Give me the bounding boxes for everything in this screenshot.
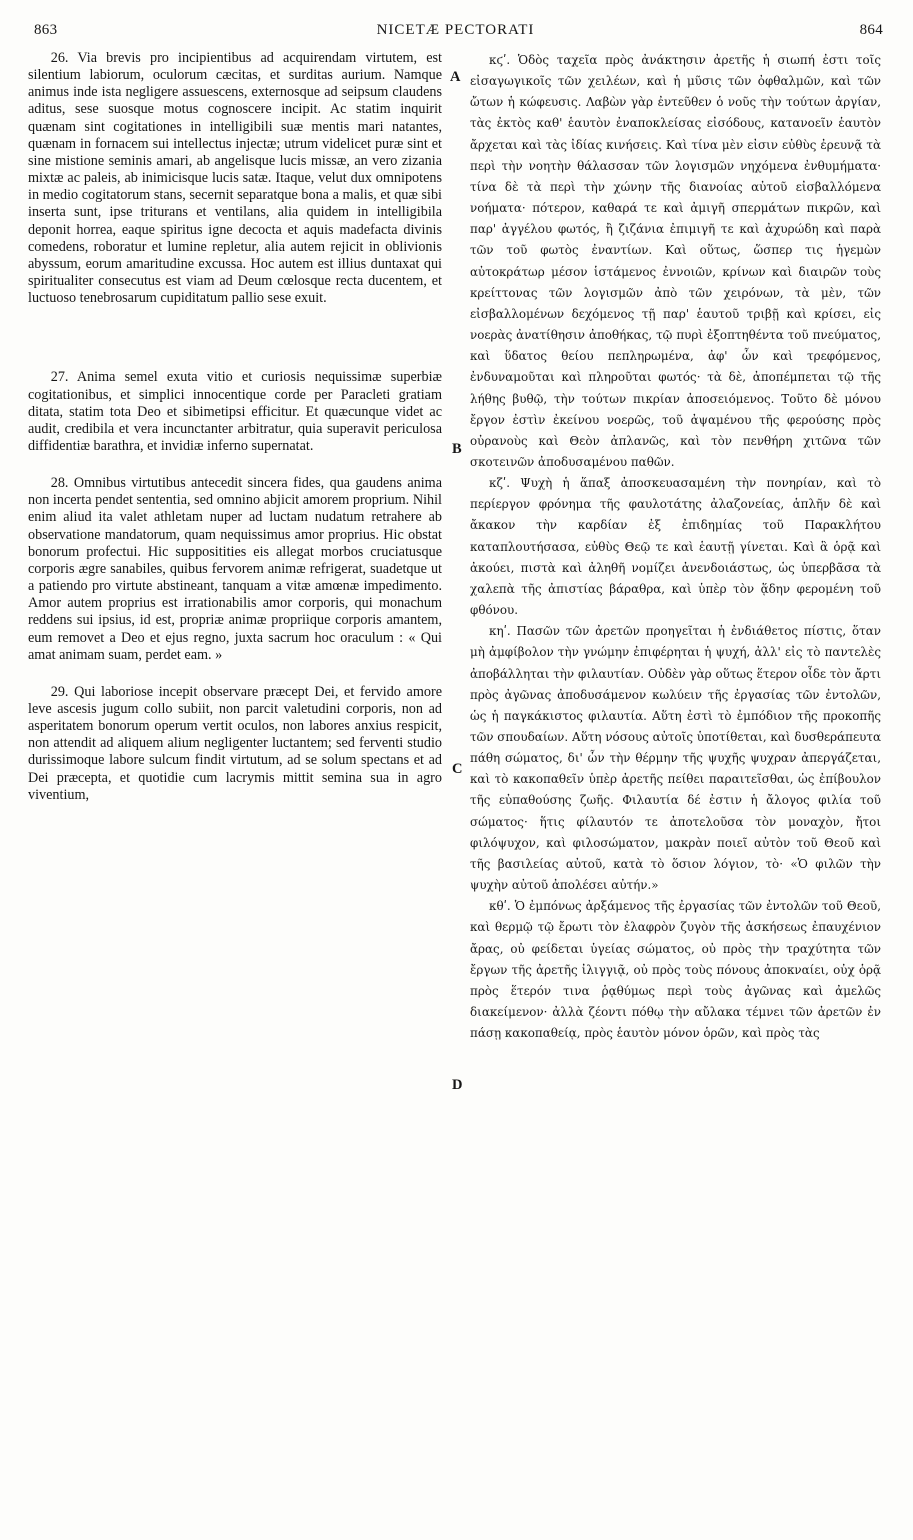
latin-paragraph-28: 28. Omnibus virtutibus antecedit sincera fides, qua gaudens anima non incerta pendet sententia, sed omnino abjicit amorem proprium. Nihil enim aliud ita valet athletam nuper ad luctam nudatum retrahere ab observatione mandatorum, quam nequissimus amor proprius. Hic obstat bonorum profectui. Hic suppositities eis allegat morbos cruciatusque corporis ægre sanabiles, quibus fervorem animæ refrigerat, suadetque ut a patiendo pro virtute abstineant, tanquam a vitæ amœnæ impedimento. Amor autem proprius est irrationabilis amor corporis, qui monachum reddens sui ipsius, id est, propriæ animæ propriique corporis amantem, eum removet a Deo et ejus regno, juxta sacrum hoc oraculum : « Qui amat animam suam, perdet eam. » (28, 475, 442, 663)
page-number-left: 863 (34, 22, 58, 38)
greek-paragraph-28: κηʹ. Πασῶν τῶν ἀρετῶν προηγεῖται ἡ ἐνδιάθετος πίστις, ὅταν μὴ ἀμφίβολον τὴν γνώμην ἐπιφέρηται ἡ ψυχή, ἀλλ' εἰς τὸ παντελὲς ἀποβάλληται τὴν φιλαυτίαν. Οὐδὲν γὰρ οὕτως ἕτερον οἶδε τὸν ἄρτι πρὸς ἀγῶνας ἀποδυσάμενον κωλύειν τῆς ἐργασίας τῶν ἐντολῶν, ὡς ἡ παγκάκιστος φιλαυτία. Αὕτη ἐστὶ τὸ ἐμπόδιον τῆς προκοπῆς τῶν σπουδαίων. Αὕτη νόσους αὐτοῖς ὑποτίθεται, καὶ δυσθεράπευτα πάθη σώματος, δι' ὧν τὴν θέρμην τῆς ψυχῆς ψυχραν ἀπεργάζεται, καὶ τὸ κακοπαθεῖν ὑπὲρ ἀρετῆς πείθει παραιτεῖσθαι, ὡς ἐπίβουλον τῆς εὐπαθούσης ζωῆς. Φιλαυτία δέ ἐστιν ἡ ἄλογος φιλία τοῦ σώματος· ἥτις φίλαυτόν τε ἀποτελοῦσα τὸν μοναχὸν, ἤτοι φιλόψυχον, καὶ φιλοσώματον, μακρὰν ποιεῖ αὐτὸν τοῦ Θεοῦ καὶ τῆς βασιλείας αὐτοῦ, κατὰ τὸ ὅσιον λόγιον, τὸ· «Ὁ φιλῶν τὴν ψυχὴν αὐτοῦ ἀπολέσει αὐτήν.» (470, 624, 881, 893)
greek-paragraph-29: κθʹ. Ὁ ἐμπόνως ἀρξάμενος τῆς ἐργασίας τῶν ἐντολῶν τοῦ Θεοῦ, καὶ θερμῷ τῷ ἔρωτι τὸν ἐλαφρὸν ζυγὸν τῆς ἀσκήσεως ἐπαυχένιον ἄρας, οὐ φείδεται ὑγείας σώματος, οὐ πρὸς τὴν τραχύτητα τῶν ἔργων τῆς ἀρετῆς ἰλιγγιᾷ, οὐ πρὸς τοὺς πόνους ἀποκναίει, οὐχ ὁρᾷ πρὸς ἕτερόν τινα ῥᾳθύμως περὶ τοὺς ἀγῶνας καὶ ἀμελῶς διακείμενον· ἀλλὰ ζέοντι πόθῳ τὴν αὔλακα τέμνει τῶν ἀρετῶν ἐν πάσῃ κακοπαθείᾳ, πρὸς ἑαυτὸν μόνον ὁρῶν, καὶ πρὸς τὰς (470, 899, 881, 1041)
margin-mark-c: C (452, 761, 463, 777)
running-title: NICETÆ PECTORATI (376, 22, 535, 38)
greek-column (470, 50, 881, 1044)
margin-mark-d: D (452, 1077, 463, 1093)
latin-column (28, 50, 442, 804)
margin-mark-b: B (452, 441, 462, 457)
running-head (28, 22, 883, 48)
greek-paragraph-26: κϛʹ. Ὁδὸς ταχεῖα πρὸς ἀνάκτησιν ἀρετῆς ἡ σιωπή ἐστι τοῖς εἰσαγωγικοῖς τῶν χειλέων, καὶ ἡ μῦσις τῶν ὀφθαλμῶν, καὶ τῶν ὤτων ἡ κώφευσις. Λαβὼν γὰρ ἐντεῦθεν ὁ νοῦς τὴν τούτων ἀργίαν, τὰς ἐκτὸς καθ' ἑαυτὸν ἐναποκλείσας εἰσόδους, κατανοεῖν ἑαυτὸν ἄρχεται καὶ τὰς ἰδίας κινήσεις. Καὶ τίνα μὲν εἰσιν εὐθὺς ἐρευνᾷ τὰ περὶ τὴν νοητὴν θάλασσαν τῶν λογισμῶν νηχόμενα ἐνθυμήματα· τίνα δὲ τὰ περὶ τὴν χώνην τῆς διανοίας αὐτοῦ εἰσβαλλόμενα νοήματα· πότερον, καθαρά τε καὶ ἀμιγῆ σπερμάτων πικρῶν, καὶ παρ' ἀγγέλου φωτός, ἢ ζιζάνια ἐπιμιγῆ τε καὶ ἀχυρώδη καὶ παρὰ τῶν τοῦ φωτὸς ἐναντίων. Καὶ οὕτως, ὥσπερ τις ἡγεμὼν αὐτοκράτωρ μέσον ἱστάμενος ἐννοιῶν, κρίνων καὶ διαιρῶν τοὺς κρείττονας τῶν λογισμῶν ἀπὸ τῶν χειρόνων, τὰ μὲν, τῶν εἰσβαλλομένων δεχόμενος τῇ παρ' ἑαυτοῦ τριβῇ καὶ κρίσει, εἰς νοερὰς ἀνατίθησιν ἀποθήκας, τῷ πυρὶ ἐξοπτηθέντα τοῦ πνεύματος, καὶ ὕδατος θείου πεπληρωμένα, ἀφ' ὧν καὶ τρεφόμενος, ἐνδυναμοῦται καὶ πληροῦται φωτός· τὰ δὲ, ἀποπέμπεται τῷ τῆς λήθης βυθῷ, τὴν τούτων πικρίαν ἀποσειόμενος. Τοῦτο δὲ μόνου ἔργον ἐστὶν ἐκείνου νοερῶς, τοῦ ἀψαμένου τῆς φερούσης πρὸς οὐρανοὺς καὶ Θεὸν ἀπλανῶς, καὶ τὸν πενθήρη χιτῶνα τῶν σκοτεινῶν ἀποδυσαμένου παθῶν. (470, 53, 881, 469)
page-number-right: 864 (859, 22, 883, 38)
latin-paragraph-26: 26. Via brevis pro incipientibus ad acquirendam virtutem, est silentium labiorum, oculorum cæcitas, et surditas aurium. Namque animus inde ista negligere assuescens, externosque ad seipsum claudens aditus, sese suosque motus cognoscere incipit. Ac statim inquirit quænam sint cogitationes in intelligibili suæ mentis mari natantes, quænam in fornacem sui intellectus injectæ; utrum videlicet puræ sint et sine mistione seminis amari, ab angelisque lucis missæ, an vero zizania mixtæ ac paleis, ab inimicisque lucis satæ. Itaque, velut dux omnipotens in medio cogitatorum stans, secernit separatque bona a malis, et quæ sibi inserta sunt, ipse triturans et ventilans, alia quidem in intelligibila deponit horrea, eaque spiritus igne decocta et aquis madefacta divinis comedens, roboratur et lumine repletur, alia autem rejicit in oblivionis abyssum, eorum amaritudine excussa. Hoc autem est illius duntaxat qui spiritualiter consecutus est viam ad Deum cœlosque recta ducentem, et luctuoso tenebrosarum cupiditatum pallio sese exuit. (28, 50, 442, 307)
latin-paragraph-29: 29. Qui laboriose incepit observare præcept Dei, et fervido amore leve ascesis jugum collo subiit, non parcit valetudini corporis, non ad asperitatem bonorum operum vertit oculos, non labores anxius respicit, non attendit ad aliquem alium negligenter luctantem; sed ferventi studio durissimoque labore sulcum findit virtutum, ad se solum spectans et ad Dei præcepta, et quotidie cum lacrymis mittit semina sua in agro viventium, (28, 683, 442, 803)
greek-paragraph-27: κζʹ. Ψυχὴ ἡ ἅπαξ ἀποσκευασαμένη τὴν πονηρίαν, καὶ τὸ περίεργον φρόνημα τῆς φαυλοτάτης ἀλαζονείας, ἁπλῆν δὲ καὶ ἄκακον τὴν καρδίαν ἐξ ἐπιδημίας τοῦ Παρακλήτου καταπλουτήσασα, εὐθὺς Θεῷ τε καὶ ἑαυτῇ γίνεται. Καὶ ἃ ὁρᾷ καὶ ἀκούει, πιστὰ καὶ ἀληθῆ νομίζει ἀνενδοιάστως, ὡς ὑπερβᾶσα τὰ χαλεπὰ τῆς ἀπιστίας βάραθρα, καὶ ὑπὲρ τὸν ᾅδην φερομένη τοῦ φθόνου. (470, 476, 881, 618)
latin-paragraph-27: 27. Anima semel exuta vitio et curiosis nequissimæ superbiæ cogitationibus, et simplici innocentique corde per Paracleti gratiam ditata, statim tota Deo et sibimetipsi efficitur. Et quæcunque videt ac audit, credibila et vera incunctanter arbitratur, quia superavit periculosa diffidentiæ barathra, et invidiæ inferno supernatat. (28, 369, 442, 454)
margin-mark-a: A (450, 69, 461, 85)
